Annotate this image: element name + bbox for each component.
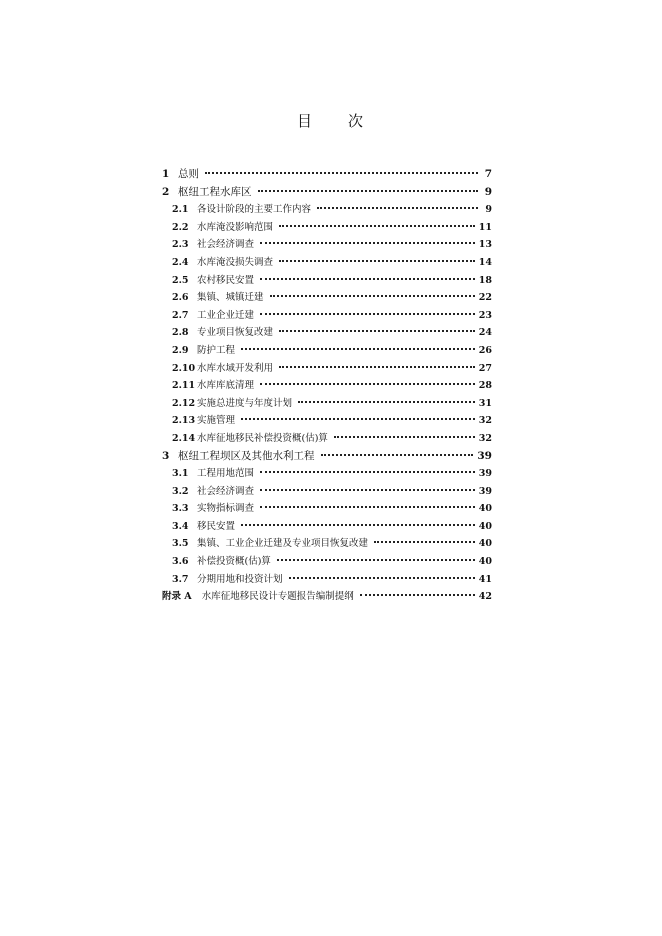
toc-entry[interactable] [162, 588, 492, 606]
toc-entry-label: 社会经济调查 [197, 239, 255, 251]
toc-entry-page: 18 [478, 274, 492, 286]
dot-leader [241, 524, 475, 526]
toc-entry-label: 补偿投资概(估)算 [197, 556, 271, 568]
toc-entry-label: 农村移民安置 [197, 274, 255, 286]
dot-leader [289, 577, 475, 579]
toc-entry-label: 实施管理 [197, 415, 236, 427]
toc-entry-label: 实物指标调查 [197, 503, 255, 515]
toc-entry-page: 11 [478, 221, 492, 233]
toc-entry-page: 39 [477, 449, 492, 462]
toc-entry-number: 2.6 [172, 292, 189, 304]
toc-entry-page: 41 [478, 573, 492, 585]
dot-leader [260, 278, 475, 280]
title-char-1: 目 [296, 112, 314, 130]
dot-leader [360, 594, 475, 596]
dot-leader [260, 489, 475, 491]
dot-leader [241, 348, 475, 350]
toc-entry-number: 2.14 [172, 432, 196, 444]
toc-entry-label: 总则 [178, 168, 199, 180]
toc-entry-label: 水库征地移民补偿投资概(估)算 [197, 432, 328, 444]
page-title [0, 110, 662, 131]
toc-entry-label: 集镇、工业企业迁建及专业项目恢复改建 [197, 538, 369, 550]
toc-entry-number: 2.12 [172, 397, 196, 409]
toc-entry-number: 3.4 [172, 520, 189, 532]
toc-entry-page: 40 [478, 556, 492, 568]
toc-entry-label: 实施总进度与年度计划 [197, 397, 293, 409]
toc-entry[interactable] [162, 500, 492, 518]
toc-entry[interactable] [162, 448, 492, 466]
toc-entry-number: 3.2 [172, 485, 189, 497]
toc-entry[interactable] [162, 324, 492, 342]
toc-entry-number: 2.8 [172, 327, 189, 339]
toc-entry-page: 9 [484, 185, 492, 198]
toc-entry-page: 7 [484, 168, 492, 180]
toc-entry[interactable] [162, 465, 492, 483]
toc-entry[interactable] [162, 166, 492, 184]
dot-leader [279, 225, 475, 227]
toc-entry-page: 24 [478, 327, 492, 339]
toc-entry[interactable] [162, 395, 492, 413]
toc-entry-number: 3 [162, 449, 170, 462]
dot-leader [258, 190, 479, 192]
toc-entry[interactable] [162, 254, 492, 272]
toc-entry[interactable] [162, 535, 492, 553]
dot-leader [334, 436, 475, 438]
toc-entry-number: 2.9 [172, 344, 189, 356]
toc-entry[interactable] [162, 430, 492, 448]
dot-leader [279, 366, 475, 368]
toc-entry-number: 3.1 [172, 468, 189, 480]
toc-entry-number: 3.3 [172, 503, 189, 515]
toc-entry-page: 22 [478, 292, 492, 304]
dot-leader [270, 295, 475, 297]
toc-entry[interactable] [162, 184, 492, 202]
toc-entry-label: 各设计阶段的主要工作内容 [197, 204, 312, 216]
toc-entry-page: 39 [478, 485, 492, 497]
dot-leader [260, 383, 475, 385]
toc-entry[interactable] [162, 289, 492, 307]
toc-entry-page: 27 [478, 362, 492, 374]
dot-leader [241, 418, 475, 420]
toc-entry-page: 9 [485, 204, 492, 216]
toc-entry-page: 32 [478, 432, 492, 444]
dot-leader [260, 471, 475, 473]
toc-entry-page: 13 [478, 239, 492, 251]
toc-entry[interactable] [162, 518, 492, 536]
toc-entry-number: 2.2 [172, 221, 189, 233]
toc-entry-page: 42 [478, 591, 492, 603]
toc-entry-label: 水库征地移民设计专题报告编制提纲 [201, 591, 354, 603]
toc-entry-page: 39 [478, 468, 492, 480]
toc-entry[interactable] [162, 342, 492, 360]
toc-entry-label: 枢纽工程水库区 [178, 185, 252, 198]
dot-leader [321, 454, 474, 456]
dot-leader [277, 559, 475, 561]
toc-entry[interactable] [162, 360, 492, 378]
toc-entry-number: 2 [162, 185, 170, 198]
toc-entry-label: 分期用地和投资计划 [197, 573, 283, 585]
toc-entry[interactable] [162, 201, 492, 219]
toc-entry-number: 3.5 [172, 538, 189, 550]
toc-entry[interactable] [162, 219, 492, 237]
dot-leader [260, 313, 475, 315]
toc-entry-number: 2.3 [172, 239, 189, 251]
toc-entry-page: 40 [478, 520, 492, 532]
toc-entry-page: 26 [478, 344, 492, 356]
toc-entry[interactable] [162, 483, 492, 501]
dot-leader [279, 260, 475, 262]
toc-entry-label: 枢纽工程坝区及其他水利工程 [178, 449, 315, 462]
toc-entry-page: 23 [478, 309, 492, 321]
dot-leader [298, 401, 475, 403]
toc-entry-label: 社会经济调查 [197, 485, 255, 497]
toc-entry-page: 40 [478, 538, 492, 550]
toc-entry-label: 水库水域开发利用 [197, 362, 274, 374]
table-of-contents [162, 166, 492, 606]
toc-entry-number: 3.7 [172, 573, 189, 585]
toc-entry-number: 2.4 [172, 256, 189, 268]
toc-entry-label: 防护工程 [197, 344, 236, 356]
toc-entry-number: 1 [162, 168, 170, 180]
dot-leader [317, 207, 478, 209]
toc-entry-label: 工程用地范围 [197, 468, 255, 480]
toc-entry-page: 14 [478, 256, 492, 268]
toc-entry-number: 2.7 [172, 309, 189, 321]
toc-entry-page: 28 [478, 380, 492, 392]
toc-entry-number: 附录 A [162, 591, 192, 603]
toc-entry[interactable] [162, 412, 492, 430]
dot-leader [374, 541, 475, 543]
toc-entry-label: 集镇、城镇迁建 [197, 292, 264, 304]
toc-entry-number: 2.13 [172, 415, 196, 427]
toc-entry-number: 2.5 [172, 274, 189, 286]
toc-entry-label: 水库库底清理 [197, 380, 255, 392]
toc-entry-label: 水库淹没损失调查 [197, 256, 274, 268]
title-char-2: 次 [348, 112, 366, 130]
dot-leader [279, 330, 475, 332]
toc-entry[interactable] [162, 272, 492, 290]
toc-entry[interactable] [162, 307, 492, 325]
toc-entry[interactable] [162, 553, 492, 571]
dot-leader [205, 172, 478, 174]
toc-entry-label: 移民安置 [197, 520, 236, 532]
dot-leader [260, 506, 475, 508]
toc-entry-number: 2.11 [172, 380, 196, 392]
toc-entry[interactable] [162, 377, 492, 395]
toc-entry[interactable] [162, 236, 492, 254]
toc-entry-page: 40 [478, 503, 492, 515]
toc-entry-label: 工业企业迁建 [197, 309, 255, 321]
toc-entry[interactable] [162, 571, 492, 589]
toc-entry-number: 3.6 [172, 556, 189, 568]
toc-entry-label: 专业项目恢复改建 [197, 327, 274, 339]
toc-entry-number: 2.1 [172, 204, 189, 216]
toc-entry-number: 2.10 [172, 362, 196, 374]
toc-entry-label: 水库淹没影响范围 [197, 221, 274, 233]
toc-entry-page: 31 [478, 397, 492, 409]
dot-leader [260, 242, 475, 244]
toc-entry-page: 32 [478, 415, 492, 427]
